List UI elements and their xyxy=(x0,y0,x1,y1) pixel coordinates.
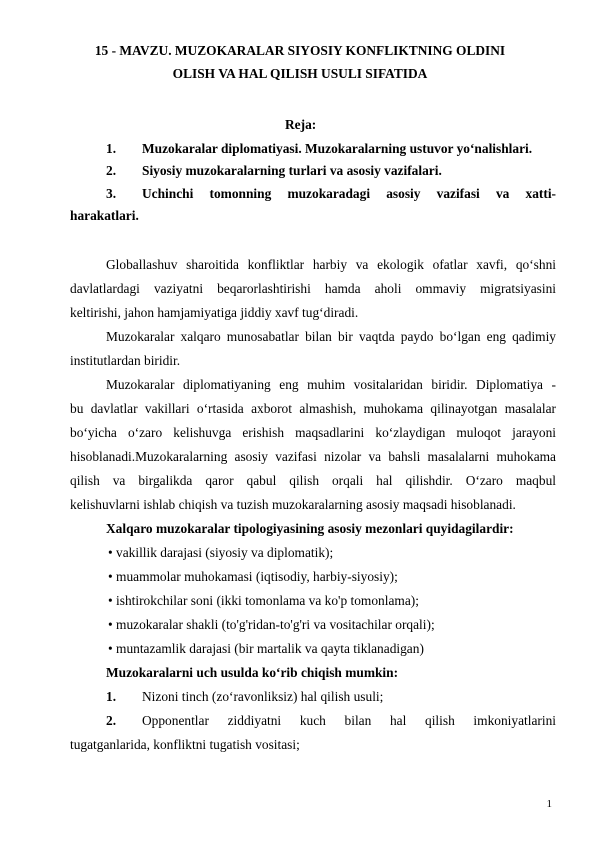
title-line-1: 15 - MAVZU. MUZOKARALAR SIYOSIY KONFLIKTNING OLDINI xyxy=(94,43,506,58)
paragraph-3-line-6: kelishuvlarni ishlab chiqish va tuzish muzokaralarning asosiy maqsadi hisoblanadi. xyxy=(70,497,516,512)
plan-item-3-text: Uchinchi tomonning muzokaradagi asosiy vazifasi va xatti- xyxy=(142,186,556,201)
paragraph-3-line-5: qilish va birgalikda qaror qabul qilish orqali hal qilishdir. O‘zaro maqbul xyxy=(70,473,556,488)
page-number: 1 xyxy=(546,798,552,810)
criteria-item: • vakillik darajasi (siyosiy va diplomatik); xyxy=(108,545,334,560)
plan-item-1-text: Muzokaralar diplomatiyasi. Muzokaralarning ustuvor yo‘nalishlari. xyxy=(142,141,533,156)
criteria-item: • muammolar muhokamasi (iqtisodiy, harbiy-siyosiy); xyxy=(108,569,398,584)
title-line-2: OLISH VA HAL QILISH USULI SIFATIDA xyxy=(172,66,428,81)
paragraph-1-line-3: keltirishi, jahon hamjamiyatiga jiddiy xavf tug‘diradi. xyxy=(70,305,359,320)
criteria-item: • muzokaralar shakli (to'g'ridan-to'g'ri va vositachilar orqali); xyxy=(108,617,435,632)
plan-heading: Reja: xyxy=(285,117,317,132)
use-item-1-number: 1. xyxy=(106,689,117,704)
plan-item-3-continuation: harakatlari. xyxy=(70,208,139,223)
use-item-2-number: 2. xyxy=(106,713,117,728)
use-item-1-text: Nizoni tinch (zo‘ravonliksiz) hal qilish usuli; xyxy=(142,689,384,704)
paragraph-3-line-2: bu davlatlar vakillari o‘rtasida axborot almashish, muhokama qilinayotgan masalalar xyxy=(70,401,556,416)
criteria-heading: Xalqaro muzokaralar tipologiyasining asosiy mezonlari quyidagilardir: xyxy=(106,521,514,536)
use-item-2-text: Opponentlar ziddiyatni kuch bilan hal qilish imkoniyatlarini xyxy=(142,713,556,728)
criteria-item: • muntazamlik darajasi (bir martalik va qayta tiklanadigan) xyxy=(108,641,424,656)
plan-item-2-number: 2. xyxy=(106,163,117,178)
plan-item-1-number: 1. xyxy=(106,141,117,156)
use-item-2-continuation: tugatganlarida, konfliktni tugatish vositasi; xyxy=(70,737,300,752)
paragraph-3-line-3: bo‘yicha o‘zaro kelishuvga erishish maqsadlarini ko‘zlaydigan muloqot jarayoni xyxy=(70,425,556,440)
plan-item-3-number: 3. xyxy=(106,186,117,201)
uses-heading: Muzokaralarni uch usulda ko‘rib chiqish mumkin: xyxy=(106,665,399,680)
paragraph-2-line-1: Muzokaralar xalqaro munosabatlar bilan bir vaqtda paydo bo‘lgan eng qadimiy xyxy=(106,329,556,344)
paragraph-3-line-1: Muzokaralar diplomatiyaning eng muhim vositalaridan biridir. Diplomatiya - xyxy=(106,377,556,392)
paragraph-2-line-2: institutlardan biridir. xyxy=(70,353,181,368)
criteria-item: • ishtirokchilar soni (ikki tomonlama va ko'p tomonlama); xyxy=(108,593,419,608)
plan-item-2-text: Siyosiy muzokaralarning turlari va asosiy vazifalari. xyxy=(142,163,442,178)
page-title xyxy=(60,39,540,85)
paragraph-1-line-2: davlatlardagi vaziyatni beqarorlashtirishi hamda aholi ommaviy migratsiyasini xyxy=(70,281,556,296)
paragraph-3-line-4: hisoblanadi.Muzokaralarning asosiy vazifasi nizolar va bahsli masalalarni muhokama xyxy=(70,449,556,464)
paragraph-1-line-1: Globallashuv sharoitida konfliktlar harbiy va ekologik ofatlar xavfi, qo‘shni xyxy=(106,257,556,272)
